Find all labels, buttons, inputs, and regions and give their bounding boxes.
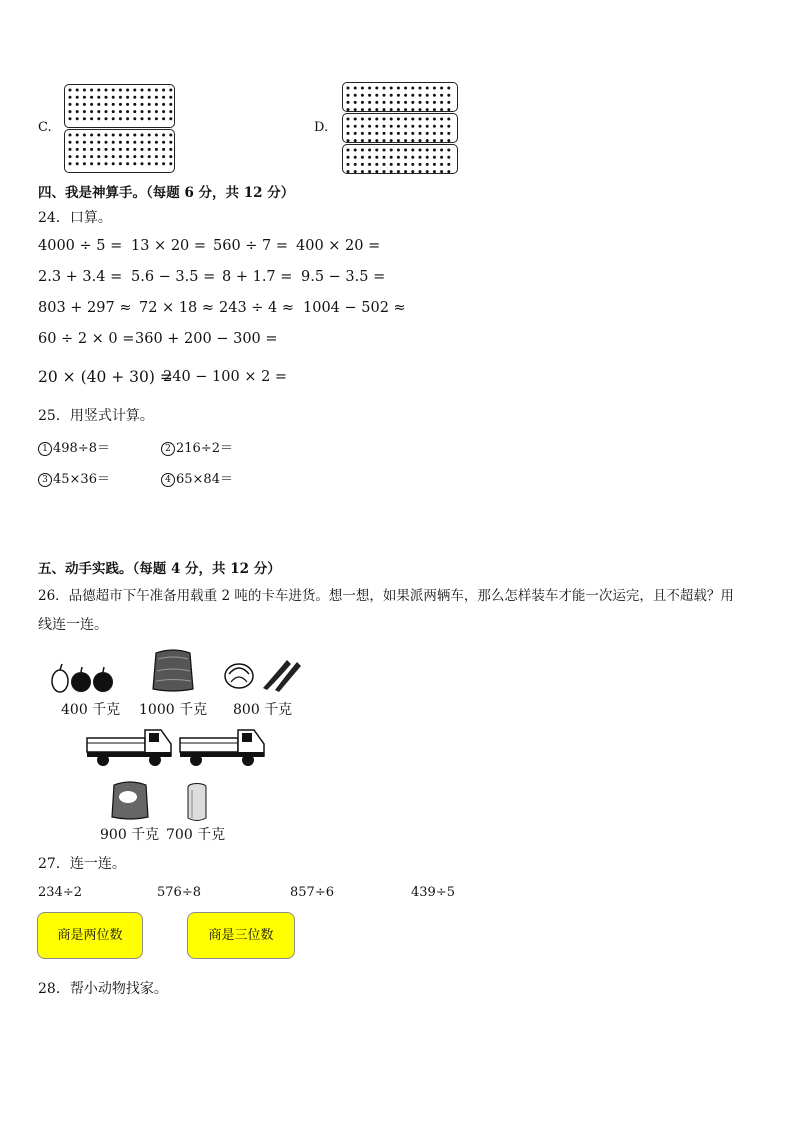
option-d-label: D. bbox=[314, 120, 329, 135]
calc-r2-2: 5.6 − 3.5 = bbox=[131, 269, 216, 285]
calc-r2-4: 9.5 − 3.5 = bbox=[301, 269, 386, 285]
calc-r3-1: 803 + 297 ≈ bbox=[38, 300, 132, 316]
q25-item-1 bbox=[38, 437, 110, 456]
calc-r3-3: 243 ÷ 4 ≈ bbox=[219, 300, 295, 316]
q27-title: 27．连一连。 bbox=[38, 856, 126, 872]
q25-expr: 45×36＝ bbox=[53, 472, 110, 487]
goods-weight-1000: 1000 千克 bbox=[139, 702, 208, 718]
bag-picture bbox=[108, 779, 152, 821]
q25-expr: 498÷8＝ bbox=[53, 441, 110, 456]
q27-expr-1: 234÷2 bbox=[38, 885, 82, 900]
circled-number: 1 bbox=[38, 442, 52, 456]
goods-weight-800: 800 千克 bbox=[233, 702, 293, 718]
dot-array-c-bottom bbox=[64, 129, 175, 173]
calc-r5-2: 240 − 100 × 2 = bbox=[163, 369, 288, 385]
bubble-three-digit-quotient bbox=[187, 912, 295, 959]
section-5-title: 五、动手实践。（每题 4 分，共 12 分） bbox=[38, 561, 281, 577]
q28-title: 28．帮小动物找家。 bbox=[38, 981, 168, 997]
fruit-picture bbox=[47, 656, 119, 696]
circled-number: 4 bbox=[161, 473, 175, 487]
q25-item-2 bbox=[161, 437, 233, 456]
bubble-label: 商是两位数 bbox=[57, 928, 123, 943]
vegetables-picture bbox=[219, 654, 303, 694]
dot-array-d-3 bbox=[342, 144, 458, 174]
q25-title: 25．用竖式计算。 bbox=[38, 408, 154, 424]
circled-number: 2 bbox=[161, 442, 175, 456]
goods-weight-400: 400 千克 bbox=[61, 702, 121, 718]
calc-r2-1: 2.3 + 3.4 = bbox=[38, 269, 123, 285]
dot-array-c-top bbox=[64, 84, 175, 128]
q27-expr-2: 576÷8 bbox=[157, 885, 201, 900]
q24-title: 24．口算。 bbox=[38, 210, 112, 226]
calc-r1-4: 400 × 20 = bbox=[296, 238, 381, 254]
q27-expr-4: 439÷5 bbox=[411, 885, 455, 900]
calc-r1-3: 560 ÷ 7 = bbox=[213, 238, 289, 254]
dot-array-d-1 bbox=[342, 82, 458, 112]
q25-expr: 65×84＝ bbox=[176, 472, 233, 487]
bubble-label: 商是三位数 bbox=[208, 928, 274, 943]
dot-array-d-2 bbox=[342, 113, 458, 143]
goods-weight-700: 700 千克 bbox=[166, 827, 226, 843]
calc-r4-2: 360 + 200 − 300 = bbox=[135, 331, 278, 347]
calc-r1-2: 13 × 20 = bbox=[131, 238, 207, 254]
option-c-label: C. bbox=[38, 120, 52, 135]
q27-expr-3: 857÷6 bbox=[290, 885, 334, 900]
q25-expr: 216÷2＝ bbox=[176, 441, 233, 456]
truck-icon bbox=[85, 724, 175, 768]
barrel-picture bbox=[184, 782, 210, 824]
calc-r3-4: 1004 − 502 ≈ bbox=[303, 300, 406, 316]
calc-r2-3: 8 + 1.7 = bbox=[222, 269, 293, 285]
calc-r4-1: 60 ÷ 2 × 0 = bbox=[38, 331, 135, 347]
circled-number: 3 bbox=[38, 473, 52, 487]
calc-r5-1: 20 × (40 + 30) = bbox=[38, 368, 173, 386]
calc-r3-2: 72 × 18 ≈ bbox=[139, 300, 215, 316]
q26-text-line2: 线连一连。 bbox=[38, 617, 108, 633]
goods-weight-900: 900 千克 bbox=[100, 827, 160, 843]
q25-item-3 bbox=[38, 468, 110, 487]
truck-icon bbox=[178, 724, 268, 768]
q25-item-4 bbox=[161, 468, 233, 487]
calc-r1-1: 4000 ÷ 5 = bbox=[38, 238, 123, 254]
section-4-title: 四、我是神算手。（每题 6 分，共 12 分） bbox=[38, 185, 295, 201]
bubble-two-digit-quotient bbox=[37, 912, 143, 959]
sack-picture bbox=[148, 645, 198, 693]
q26-text-line1: 26．品德超市下午准备用载重 2 吨的卡车进货。想一想，如果派两辆车，那么怎样装车才能一次运完，且不超载？用 bbox=[38, 588, 734, 604]
